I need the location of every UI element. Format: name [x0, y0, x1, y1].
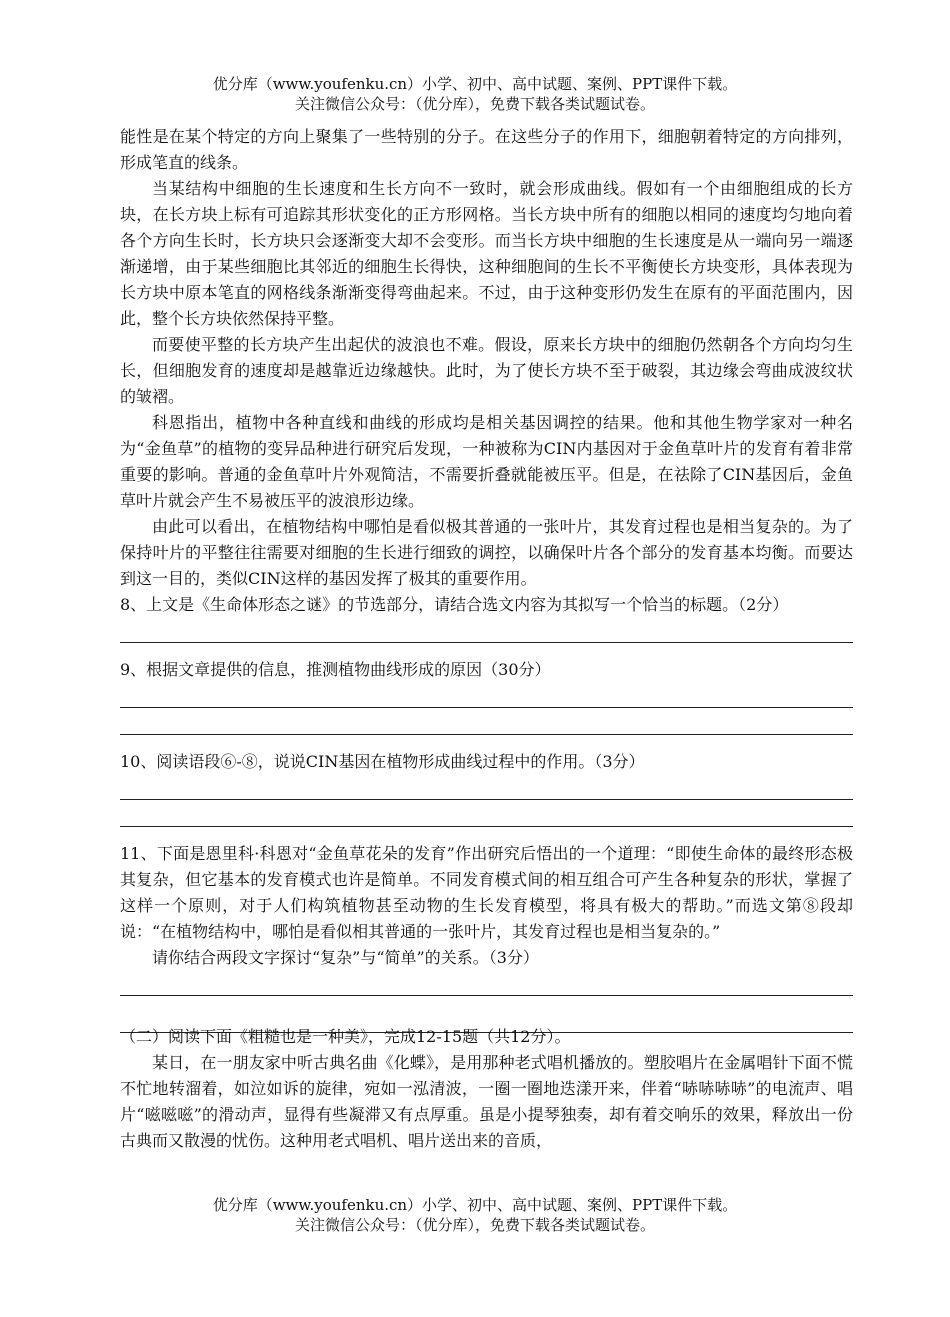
passage-paragraph-0: 能性是在某个特定的方向上聚集了一些特别的分子。在这些分子的作用下，细胞朝着特定的方向排列，形成笔直的线条。 — [120, 127, 853, 172]
question-8: 8、上文是《生命体形态之谜》的节选部分，请结合选文内容为其拟写一个恰当的标题。（2分） — [120, 595, 789, 614]
passage-paragraph-1: 当某结构中细胞的生长速度和生长方向不一致时，就会形成曲线。假如有一个由细胞组成的长方块，在长方块上标有可追踪其形状变化的正方形网格。当长方块中所有的细胞以相同的速度均匀地向着各个方向生长时，长方块只会逐渐变大却不会变形。而当长方块中细胞的生长速度是从一端向另一端逐渐递增，由于某些细胞比其邻近的细胞生长得快，这种细胞间的生长不平衡使长方块变形，具体表现为长方块中原本笔直的网格线条渐渐变得弯曲起来。不过，由于这种变形仍发生在原有的平面范围内，因此，整个长方块依然保持平整。 — [120, 179, 853, 328]
document-body — [120, 124, 853, 1154]
question-11-prompt: 请你结合两段文字探讨“复杂”与“简单”的关系。（3分） — [152, 948, 539, 967]
section-2-paragraph-1: 某日，在一朋友家中听古典名曲《化蝶》，是用那种老式唱机播放的。塑胶唱片在金属唱针下面不慌不忙地转溜着，如泣如诉的旋律，宛如一泓清波，一圈一圈地迭漾开来，伴着“哧哧哧哧”的电流声、唱片“嗞嗞嗞”的滑动声，显得有些凝滞又有点厚重。虽是小提琴独奏，却有着交响乐的效果，释放出一份古典而又散漫的忧伤。这种用老式唱机、唱片送出来的音质， — [120, 1053, 853, 1150]
question-9: 9、根据文章提供的信息，推测植物曲线形成的原因（30分） — [120, 660, 551, 679]
question-11: 11、下面是恩里科·科恩对“金鱼草花朵的发育”作出研究后悟出的一个道理：“即使生命体的最终形态极其复杂，但它基本的发育模式也许是简单。不同发育模式间的相互组合可产生各种复杂的形状，掌握了这样一个原则，对于人们构筑植物甚至动物的生长发育模型，将具有极大的帮助。”而选文第⑧段却说：“在植物结构中，哪怕是看似相其普通的一张叶片，其发育过程也是相当复杂的。” — [120, 844, 853, 941]
question-10: 10、阅读语段⑥-⑧，说说CIN基因在植物形成曲线过程中的作用。（3分） — [120, 752, 645, 771]
footer-line-1: 优分库（www.youfenku.cn）小学、初中、高中试题、案例、PPT课件下载。 — [212, 1196, 738, 1214]
answer-line-q10-2[interactable] — [120, 826, 853, 827]
passage-paragraph-2: 而要使平整的长方块产生出起伏的波浪也不难。假设，原来长方块中的细胞仍然朝各个方向均匀生长，但细胞发育的速度却是越靠近边缘越快。此时，为了使长方块不至于破裂，其边缘会弯曲成波纹状的皱褶。 — [120, 335, 853, 406]
passage-paragraph-4: 由此可以看出，在植物结构中哪怕是看似极其普通的一张叶片，其发育过程也是相当复杂的。为了保持叶片的平整往往需要对细胞的生长进行细致的调控，以确保叶片各个部分的发育基本均衡。而要达到这一目的，类似CIN这样的基因发挥了极其的重要作用。 — [120, 517, 853, 588]
page-header — [0, 74, 950, 114]
section-2-heading: （二）阅读下面《粗糙也是一种美》，完成12-15题（共12分）。 — [120, 1027, 571, 1046]
answer-line-q11-1[interactable] — [120, 995, 853, 996]
header-line-1: 优分库（www.youfenku.cn）小学、初中、高中试题、案例、PPT课件下载。 — [212, 75, 738, 93]
footer-line-2: 关注微信公众号：（优分库），免费下载各类试题试卷。 — [294, 1216, 655, 1234]
answer-line-q10-1[interactable] — [120, 799, 853, 800]
answer-line-q9-2[interactable] — [120, 734, 853, 735]
header-line-2: 关注微信公众号：（优分库），免费下载各类试题试卷。 — [294, 95, 655, 113]
page-footer — [0, 1195, 950, 1235]
answer-line-q8[interactable] — [120, 642, 853, 643]
answer-line-q9-1[interactable] — [120, 707, 853, 708]
passage-paragraph-3: 科恩指出，植物中各种直线和曲线的形成均是相关基因调控的结果。他和其他生物学家对一种名为“金鱼草”的植物的变异品种进行研究后发现，一种被称为CIN内基因对于金鱼草叶片的发育有着非常重要的影响。普通的金鱼草叶片外观简洁，不需要折叠就能被压平。但是，在祛除了CIN基因后，金鱼草叶片就会产生不易被压平的波浪形边缘。 — [120, 413, 853, 510]
